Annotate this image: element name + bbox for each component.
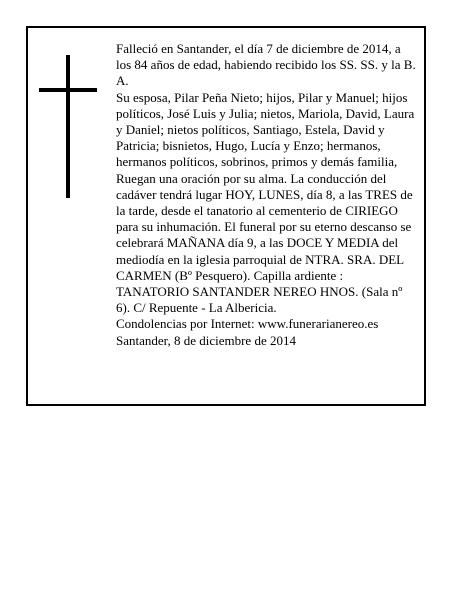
latin-cross-icon <box>28 28 118 228</box>
obituary-notice <box>26 26 426 406</box>
place-and-date: Santander, 8 de diciembre de 2014 <box>116 332 296 348</box>
notice-text <box>116 41 418 349</box>
condolences-line: Condolencias por Internet: www.funerarianereo.es <box>116 316 379 332</box>
death-announcement: Falleció en Santander, el día 7 de diciembre de 2014, a los 84 años de edad, habiendo recibido los SS. SS. y la B. A. <box>116 41 416 89</box>
family-and-service-details: Su esposa, Pilar Peña Nieto; hijos, Pilar y Manuel; hijos políticos, José Luis y Julia; nietos, Mariola, David, Laura y Daniel; nietos políticos, Santiago, Estela, David y Patricia; bisnietos, Hugo, Lucía y Enzo; hermanos, hermanos políticos, sobrinos, primos y demás familia, Ruegan una oración por su alma. La conducción del cadáver tendrá lugar HOY, LUNES, día 8, a las TRES de la tarde, desde el tanatorio al cementerio de CIRIEGO para su inhumación. El funeral por su eterno descanso se celebrará MAÑANA día 9, a las DOCE Y MEDIA del mediodía en la iglesia parroquial de NTRA. SRA. DEL CARMEN (Bº Pesquero). Capilla ardiente : TANATORIO SANTANDER NEREO HNOS. (Sala nº 6). C/ Repuente - La Albericia. <box>116 89 415 316</box>
